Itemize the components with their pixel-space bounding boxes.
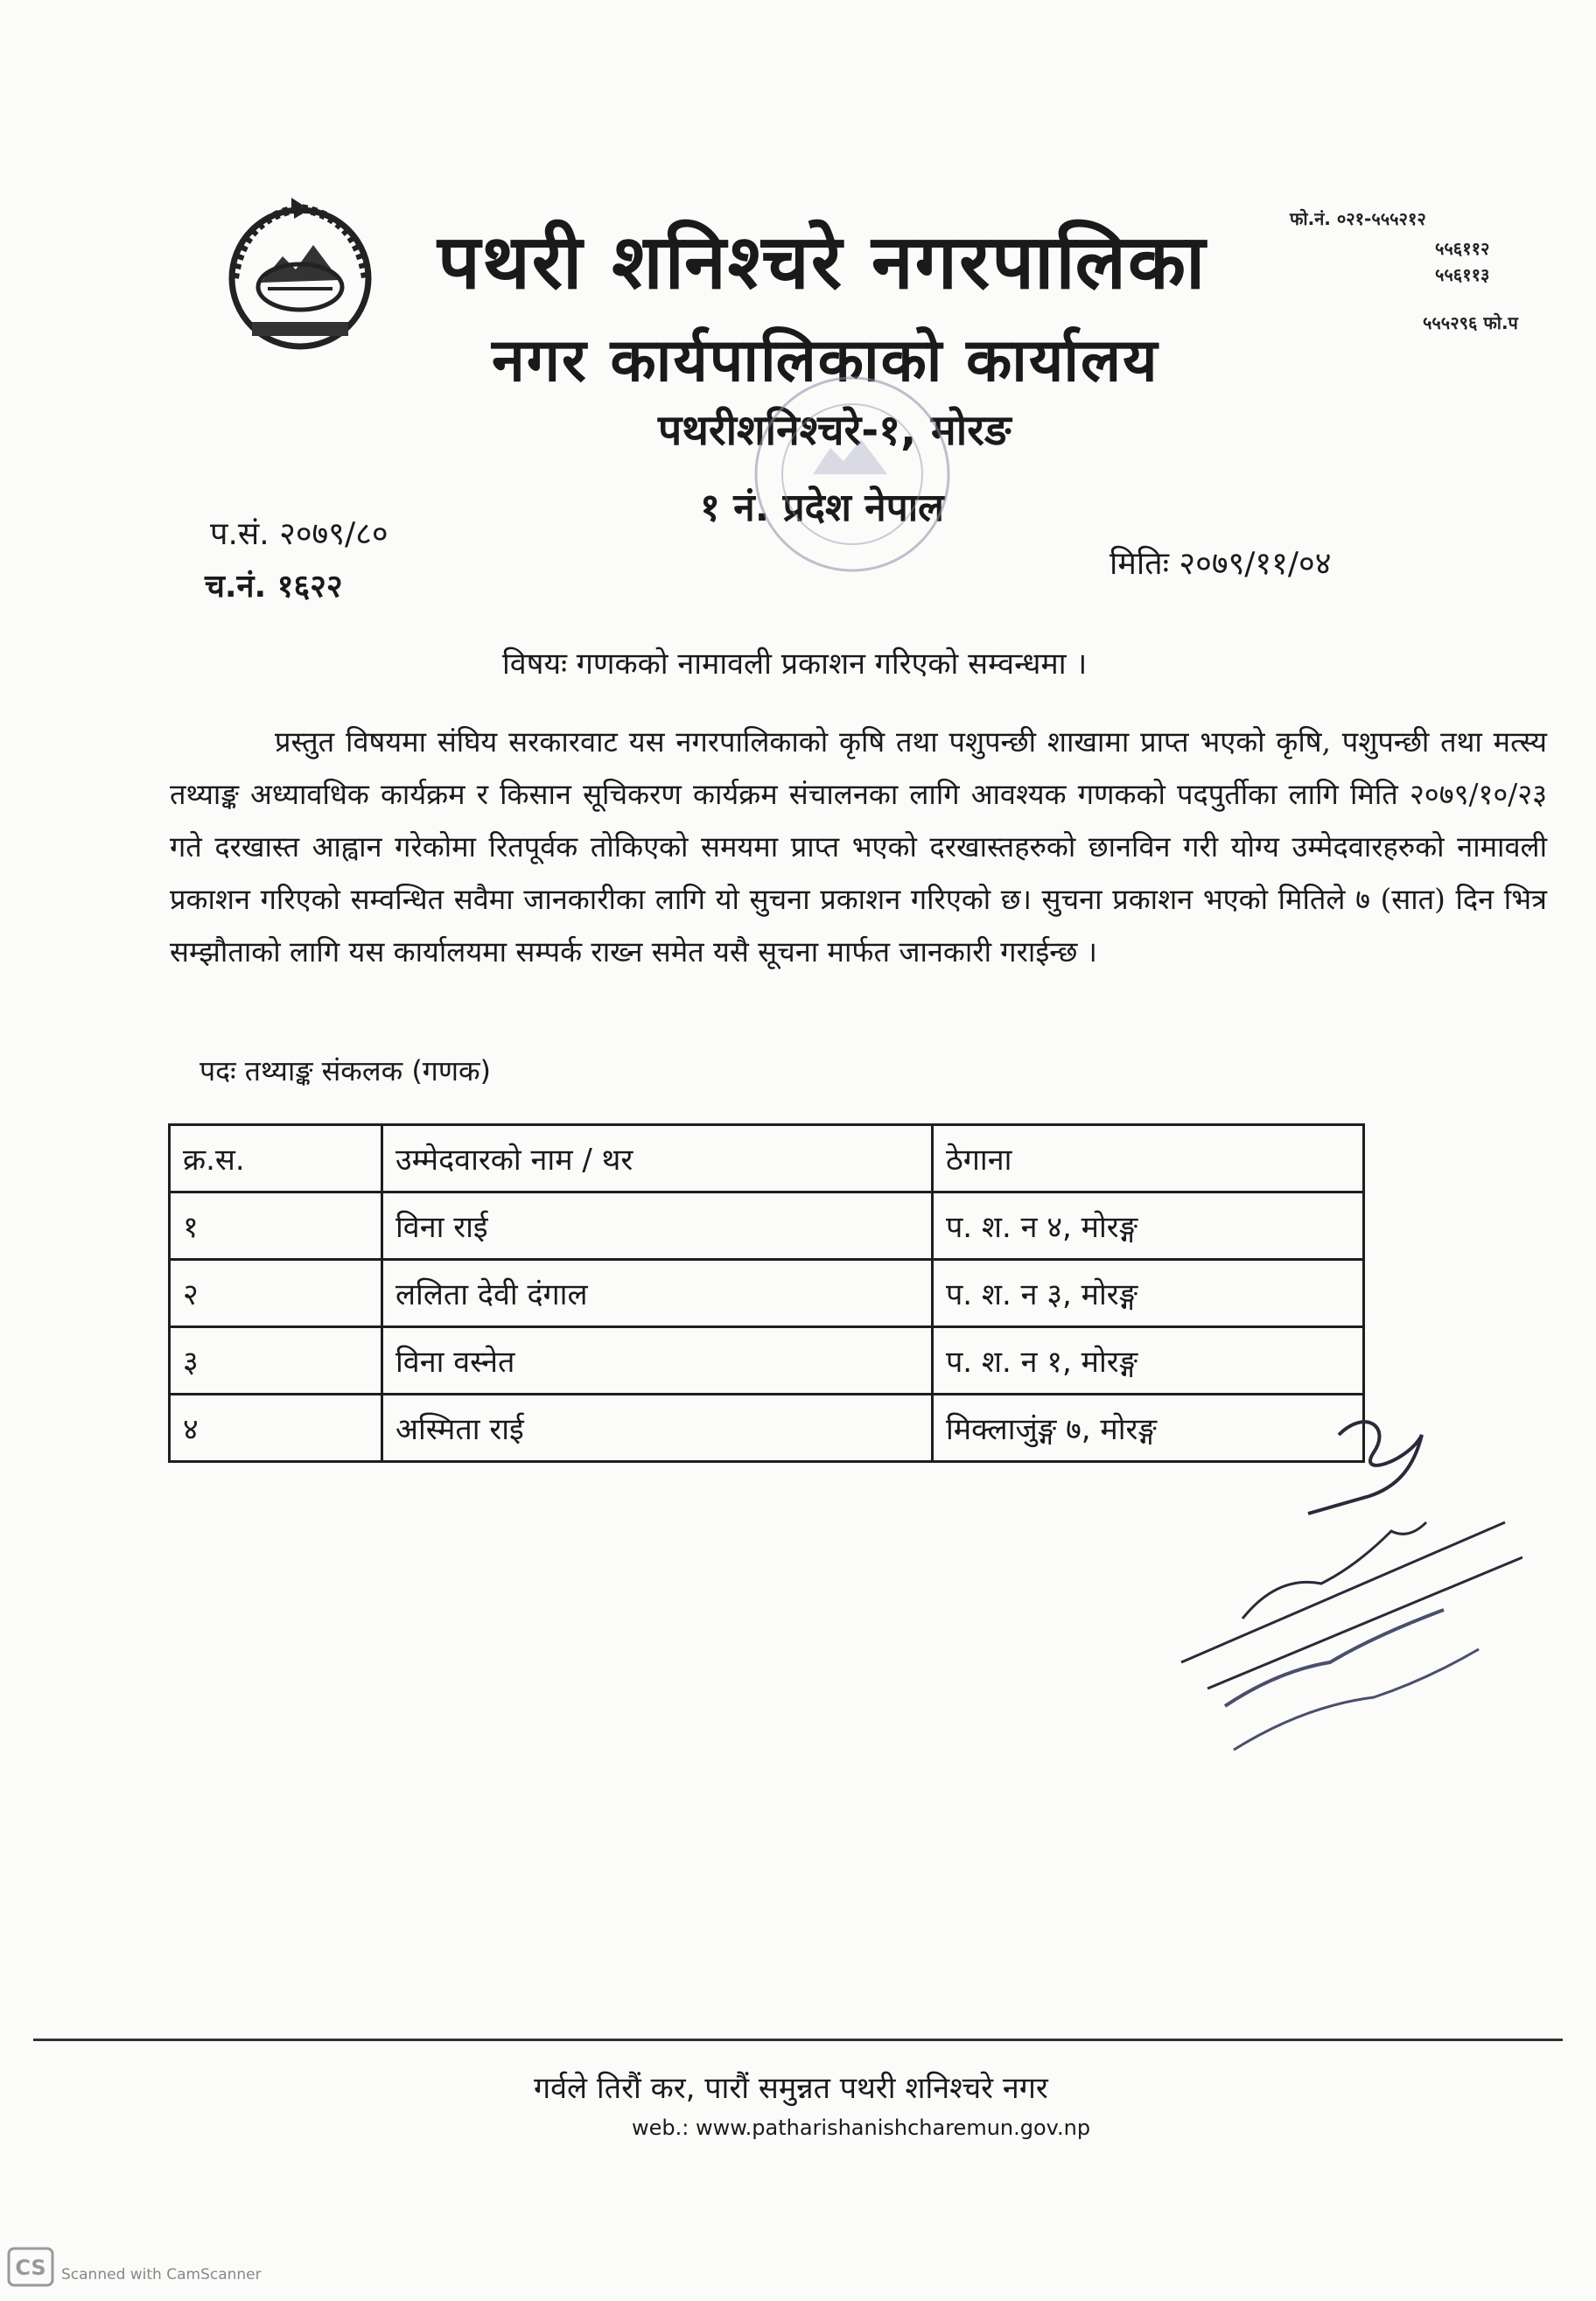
row-address: मिक्लाजुंङ्ग ७, मोरङ्ग bbox=[933, 1395, 1364, 1462]
column-header-address: ठेगाना bbox=[933, 1125, 1364, 1192]
office-name: नगर कार्यपालिकाको कार्यालय bbox=[492, 326, 1159, 395]
phone-number-2: ५५६११२ bbox=[1435, 238, 1490, 259]
handwritten-signature-icon bbox=[1172, 1400, 1522, 1767]
camscanner-logo-icon bbox=[7, 2247, 54, 2287]
phone-number-1: फो.नं. ०२१-५५५२१२ bbox=[1290, 208, 1426, 229]
row-name: ललिता देवी दंगाल bbox=[382, 1260, 933, 1327]
dispatch-number: च.नं. १६२२ bbox=[205, 569, 343, 605]
footer-website: web.: www.patharishanishcharemun.gov.np bbox=[632, 2116, 1091, 2140]
row-serial: ३ bbox=[170, 1327, 382, 1395]
row-serial: ४ bbox=[170, 1395, 382, 1462]
row-name: अस्मिता राई bbox=[382, 1395, 933, 1462]
letter-body: प्रस्तुत विषयमा संघिय सरकारवाट यस नगरपालिकाको कृषि तथा पशुपन्छी शाखामा प्राप्त भएको कृषि, पशुपन्छी तथा मत्स्य तथ्याङ्क अध्यावधिक कार्यक्रम र किसान सूचिकरण कार्यक्रम संचालनका लागि आवश्यक गणकको पदपुर्तीका लागि मिति २०७९/१०/२३ गते दरखास्त आह्वान गरेकोमा रितपूर्वक तोकिएको समयमा प्राप्त भएको दरखास्तहरुको छानविन गरी योग्य उम्मेदवारहरुको नामावली प्रकाशन गरिएको सम्वन्धित सवैमा जानकारीका लागि यो सुचना प्रकाशन गरिएको छ। सुचना प्रकाशन भएको मितिले ७ (सात) दिन भित्र सम्झौताको लागि यस कार्यालयमा सम्पर्क राख्न समेत यसै सूचना मार्फत जानकारी गराईन्छ । bbox=[170, 725, 1547, 969]
post-title: पदः तथ्याङ्क संकलक (गणक) bbox=[200, 1054, 492, 1088]
row-serial: २ bbox=[170, 1260, 382, 1327]
table-row bbox=[170, 1192, 1364, 1260]
row-name: विना राई bbox=[382, 1192, 933, 1260]
nepal-government-emblem-icon bbox=[200, 191, 401, 357]
table-row bbox=[170, 1327, 1364, 1395]
table-row bbox=[170, 1260, 1364, 1327]
row-address: प. श. न १, मोरङ्ग bbox=[933, 1327, 1364, 1395]
phone-number-3: ५५६११३ bbox=[1435, 264, 1490, 285]
row-address: प. श. न ४, मोरङ्ग bbox=[933, 1192, 1364, 1260]
row-address: प. श. न ३, मोरङ्ग bbox=[933, 1260, 1364, 1327]
scanner-watermark: Scanned with CamScanner bbox=[61, 2266, 262, 2284]
footer-divider bbox=[33, 2039, 1563, 2041]
province-name: १ नं. प्रदेश नेपाल bbox=[700, 486, 944, 530]
letter-date: मितिः २०७९/११/०४ bbox=[1110, 546, 1332, 582]
table-header-row bbox=[170, 1125, 1364, 1192]
office-seal-stamp-icon bbox=[721, 360, 984, 597]
camscanner-badge: CS bbox=[15, 2256, 46, 2280]
municipality-name: पथरी शनिश्चरे नगरपालिका bbox=[438, 219, 1208, 306]
reference-number: प.सं. २०७९/८० bbox=[210, 516, 388, 552]
letter-subject: विषयः गणकको नामावली प्रकाशन गरिएको सम्वन्धमा । bbox=[502, 647, 1088, 682]
row-serial: १ bbox=[170, 1192, 382, 1260]
footer-slogan: गर्वले तिरौं कर, पारौं समुन्नत पथरी शनिश्चरे नगर bbox=[534, 2071, 1048, 2106]
fax-number: ५५५२९६ फो.प bbox=[1423, 312, 1518, 333]
column-header-serial: क्र.स. bbox=[170, 1125, 382, 1192]
column-header-name: उम्मेदवारको नाम / थर bbox=[382, 1125, 933, 1192]
row-name: विना वस्नेत bbox=[382, 1327, 933, 1395]
office-address: पथरीशनिश्चरे-१, मोरङ bbox=[658, 406, 1012, 455]
